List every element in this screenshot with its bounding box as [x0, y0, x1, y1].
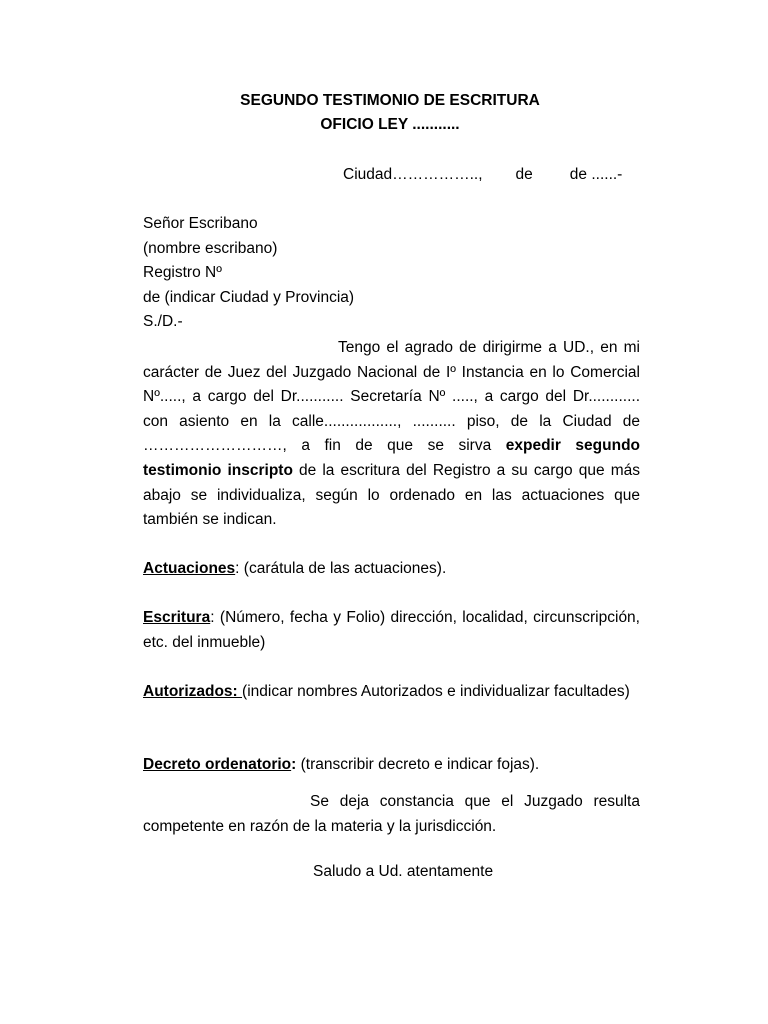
document-subtitle: OFICIO LEY ...........: [320, 116, 460, 133]
decreto-label: Decreto ordenatorio: [143, 756, 292, 773]
date-de-1: de: [515, 166, 533, 183]
date-de-2: de ......-: [569, 166, 623, 183]
constancia-paragraph: [143, 790, 640, 839]
addressee-block: [143, 212, 354, 335]
constancia-text: Se deja constancia que el Juzgado resulta competente en razón de la materia y la jurisdicción.: [143, 793, 640, 835]
addressee-line: (nombre escribano): [143, 239, 278, 257]
date-line: [343, 166, 622, 184]
closing-salutation: Saludo a Ud. atentamente: [313, 863, 494, 880]
autorizados-label: Autorizados:: [143, 683, 243, 700]
escritura-paragraph: [143, 606, 640, 655]
autorizados-paragraph: [143, 680, 640, 705]
escritura-text: : (Número, fecha y Folio) dirección, localidad, circunscripción, etc. del inmueble): [143, 609, 640, 651]
decreto-colon: :: [291, 756, 297, 773]
actuaciones-text: : (carátula de las actuaciones).: [235, 560, 447, 577]
main-text-bold: expedir segundo testimonio inscripto: [143, 437, 641, 479]
main-paragraph: [143, 336, 640, 533]
decreto-text: (transcribir decreto e indicar fojas).: [296, 756, 540, 773]
autorizados-text: (indicar nombres Autorizados e individualizar facultades): [242, 683, 630, 700]
actuaciones-label: Actuaciones: [143, 560, 236, 577]
main-text-a: Tengo el agrado de dirigirme a UD., en mi carácter de Juez del Juzgado Nacional de Iº Instancia en lo Comercial Nº....., a cargo del Dr........... Secretaría Nº ....., a cargo del Dr............ con asiento en la calle................., .......... piso, de la Ciudad de ………………………, a fin de que se sirva: [143, 339, 640, 455]
addressee-line: Registro Nº: [143, 264, 222, 281]
main-text-b: de la escritura del Registro a su cargo que más abajo se individualiza, según lo ordenado en las actuaciones que también se indican.: [143, 461, 640, 529]
actuaciones-paragraph: [143, 557, 640, 582]
date-city: Ciudad……………..,: [343, 166, 483, 183]
addressee-line: S./D.-: [143, 313, 183, 330]
addressee-line: de (indicar Ciudad y Provincia): [143, 288, 355, 306]
decreto-paragraph: [143, 753, 640, 778]
escritura-label: Escritura: [143, 609, 211, 626]
addressee-line: Señor Escribano: [143, 215, 258, 232]
document-title: SEGUNDO TESTIMONIO DE ESCRITURA: [240, 92, 540, 109]
